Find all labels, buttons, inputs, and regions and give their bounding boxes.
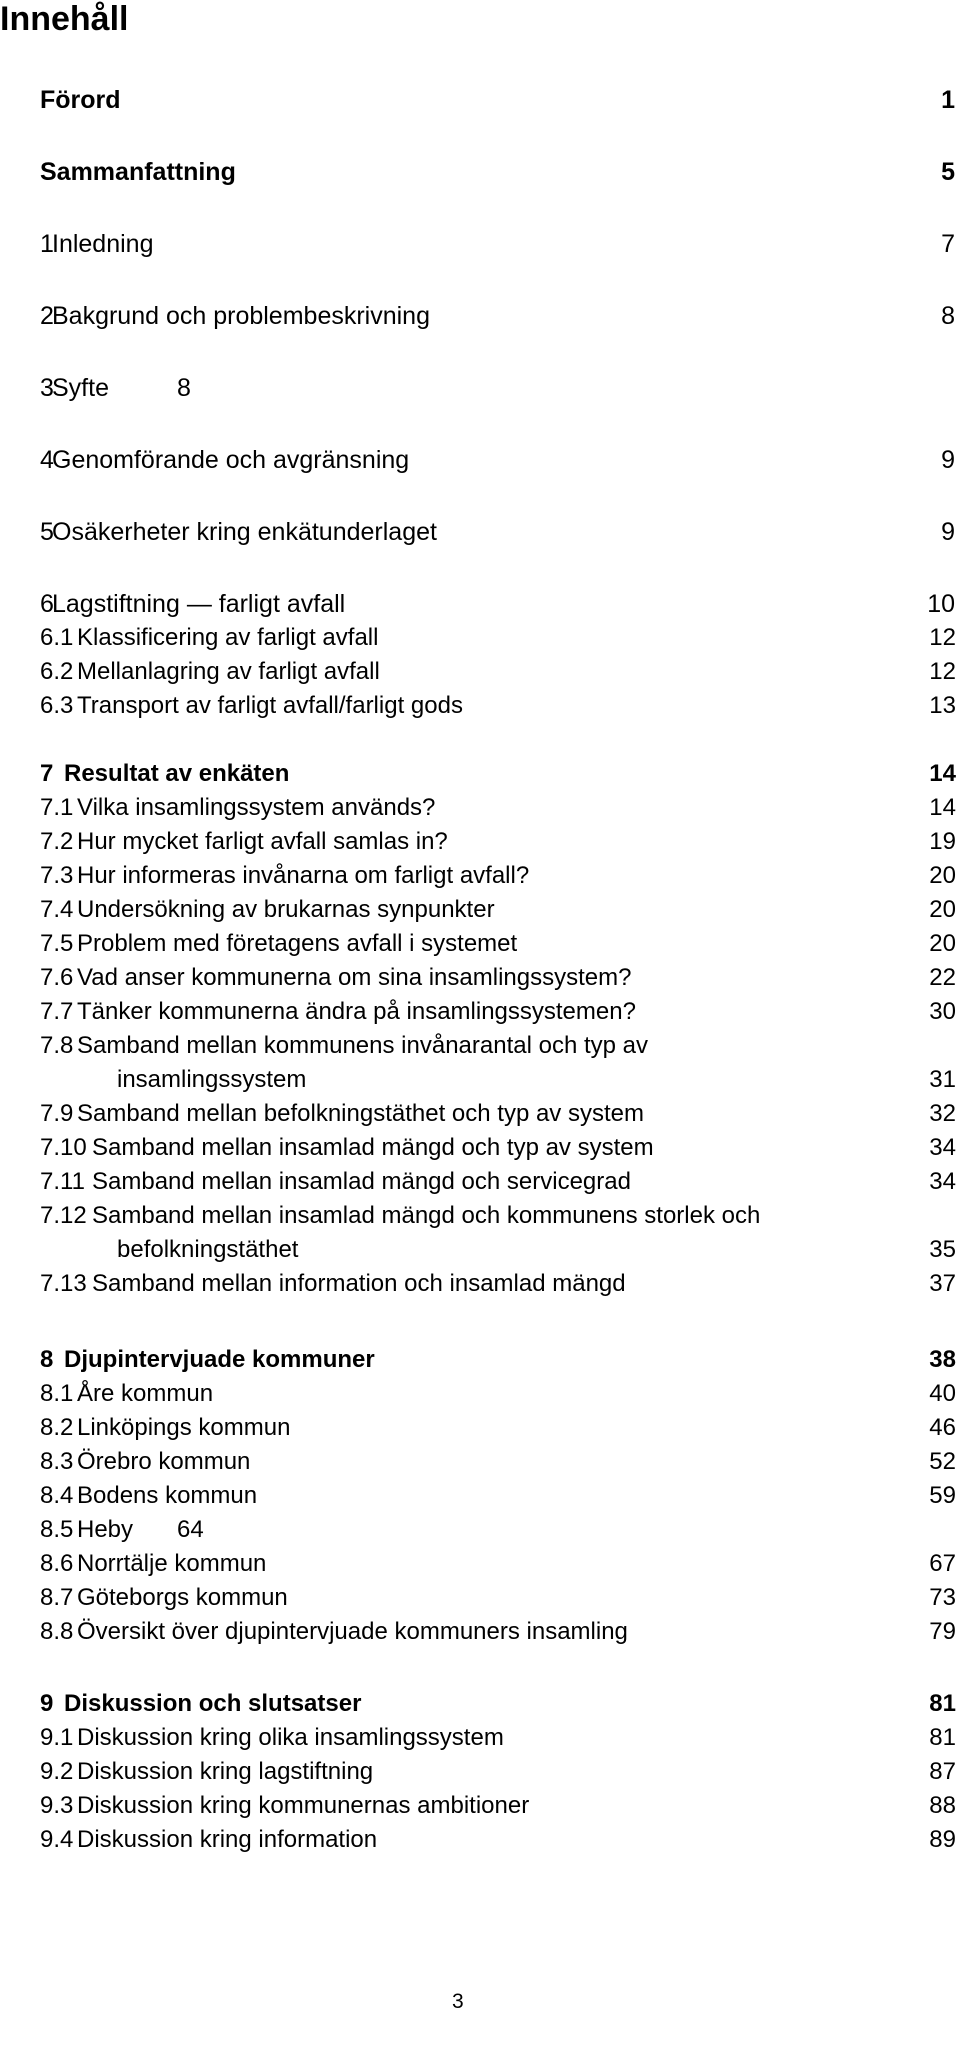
toc-entry-number: 7.3 (40, 862, 74, 889)
toc-entry-number: 7.2 (40, 828, 74, 855)
toc-entry-page: 81 (929, 1690, 956, 1717)
toc-entry-text: Heby (77, 1516, 134, 1543)
toc-entry-text: Bodens kommun (77, 1482, 258, 1509)
toc-entry-text-continued: insamlingssystem (117, 1066, 307, 1093)
toc-entry-page: 37 (929, 1270, 956, 1297)
toc-entry-page: 12 (929, 624, 956, 651)
toc-entry-page: 79 (929, 1618, 956, 1645)
toc-entry-page: 10 (927, 590, 955, 618)
toc-entry-text: Sammanfattning (40, 158, 236, 186)
toc-entry-number: 8.1 (40, 1380, 74, 1407)
toc-entry-page: 1 (941, 86, 955, 114)
toc-entry-page: 38 (929, 1346, 956, 1373)
toc-entry-page: 64 (177, 1516, 204, 1543)
toc-entry-text: Samband mellan insamlad mängd och servicegrad (92, 1168, 631, 1195)
toc-entry-page: 35 (929, 1236, 956, 1263)
toc-entry-number: 8.5 (40, 1516, 74, 1543)
toc-entry-page: 8 (177, 374, 191, 402)
toc-entry-page: 19 (929, 828, 956, 855)
toc-entry-number: 8.2 (40, 1414, 74, 1441)
toc-entry-text: Samband mellan insamlad mängd och kommunens storlek och (92, 1202, 761, 1229)
toc-title: Innehåll (0, 0, 129, 38)
toc-entry-text: Samband mellan befolkningstäthet och typ av system (77, 1100, 644, 1127)
toc-entry-text: Hur informeras invånarna om farligt avfall? (77, 862, 530, 889)
toc-entry-page: 9 (941, 446, 955, 474)
toc-entry-number: 7.5 (40, 930, 74, 957)
toc-entry-number: 9 (40, 1690, 54, 1717)
toc-entry-number: 2 (40, 302, 54, 330)
toc-entry-number: 7.13 (40, 1270, 87, 1297)
toc-entry-page: 30 (929, 998, 956, 1025)
toc-entry-number: 8 (40, 1346, 54, 1373)
toc-entry-number: 1 (40, 230, 54, 258)
toc-entry-number: 9.4 (40, 1826, 74, 1853)
toc-entry-text: Djupintervjuade kommuner (64, 1346, 375, 1373)
toc-entry-page: 13 (929, 692, 956, 719)
toc-entry-number: 7.12 (40, 1202, 87, 1229)
toc-entry-text: Diskussion kring information (77, 1826, 378, 1853)
toc-entry-number: 7.7 (40, 998, 74, 1025)
toc-entry-number: 7.6 (40, 964, 74, 991)
toc-entry-text: Förord (40, 86, 121, 114)
toc-entry-number: 9.1 (40, 1724, 74, 1751)
toc-entry-text: Åre kommun (77, 1380, 214, 1407)
toc-entry-page: 5 (941, 158, 955, 186)
toc-entry-text: Vad anser kommunerna om sina insamlingssystem? (77, 964, 632, 991)
toc-entry-number: 5 (40, 518, 54, 546)
toc-entry-page: 22 (929, 964, 956, 991)
toc-entry-page: 9 (941, 518, 955, 546)
toc-entry-page: 34 (929, 1168, 956, 1195)
toc-entry-text: Tänker kommunerna ändra på insamlingssystemen? (77, 998, 636, 1025)
toc-entry-number: 6.3 (40, 692, 74, 719)
toc-entry-page: 34 (929, 1134, 956, 1161)
toc-entry-page: 59 (929, 1482, 956, 1509)
toc-entry-page: 52 (929, 1448, 956, 1475)
toc-entry-number: 8.8 (40, 1618, 74, 1645)
toc-entry-number: 8.4 (40, 1482, 74, 1509)
page-number: 3 (452, 1990, 464, 2013)
toc-entry-text: Norrtälje kommun (77, 1550, 267, 1577)
toc-entry-number: 6.1 (40, 624, 74, 651)
toc-entry-text: Översikt över djupintervjuade kommuners insamling (77, 1618, 628, 1645)
toc-entry-page: 87 (929, 1758, 956, 1785)
toc-entry-text: Örebro kommun (77, 1448, 251, 1475)
toc-entry-number: 7.1 (40, 794, 74, 821)
toc-entry-number: 7.9 (40, 1100, 74, 1127)
toc-entry-page: 89 (929, 1826, 956, 1853)
toc-entry-text: Diskussion och slutsatser (64, 1690, 362, 1717)
toc-entry-text: Transport av farligt avfall/farligt gods (77, 692, 463, 719)
toc-entry-page: 81 (929, 1724, 956, 1751)
toc-entry-page: 20 (929, 896, 956, 923)
toc-entry-page: 46 (929, 1414, 956, 1441)
toc-entry-number: 8.6 (40, 1550, 74, 1577)
toc-entry-number: 7.11 (40, 1168, 85, 1195)
toc-entry-page: 20 (929, 930, 956, 957)
toc-entry-page: 14 (929, 794, 956, 821)
toc-entry-text: Linköpings kommun (77, 1414, 291, 1441)
toc-entry-text-continued: befolkningstäthet (117, 1236, 299, 1263)
toc-entry-text: Undersökning av brukarnas synpunkter (77, 896, 495, 923)
toc-entry-page: 14 (929, 760, 956, 787)
toc-entry-page: 8 (941, 302, 955, 330)
toc-entry-number: 9.3 (40, 1792, 74, 1819)
toc-entry-number: 4 (40, 446, 54, 474)
toc-entry-text: Vilka insamlingssystem används? (77, 794, 436, 821)
toc-entry-number: 8.7 (40, 1584, 74, 1611)
toc-entry-page: 12 (929, 658, 956, 685)
toc-entry-page: 7 (941, 230, 955, 258)
toc-entry-text: Syfte (52, 374, 109, 402)
toc-entry-text: Göteborgs kommun (77, 1584, 288, 1611)
toc-entry-text: Mellanlagring av farligt avfall (77, 658, 380, 685)
toc-entry-number: 7.8 (40, 1032, 74, 1059)
toc-entry-page: 32 (929, 1100, 956, 1127)
toc-entry-text: Samband mellan information och insamlad mängd (92, 1270, 626, 1297)
toc-entry-text: Bakgrund och problembeskrivning (52, 302, 430, 330)
toc-entry-text: Genomförande och avgränsning (52, 446, 410, 474)
toc-entry-text: Hur mycket farligt avfall samlas in? (77, 828, 448, 855)
toc-entry-text: Inledning (52, 230, 154, 258)
toc-entry-text: Diskussion kring lagstiftning (77, 1758, 374, 1785)
toc-entry-number: 8.3 (40, 1448, 74, 1475)
toc-entry-text: Osäkerheter kring enkätunderlaget (52, 518, 437, 546)
toc-entry-text: Problem med företagens avfall i systemet (77, 930, 518, 957)
toc-entry-page: 88 (929, 1792, 956, 1819)
toc-entry-page: 67 (929, 1550, 956, 1577)
toc-entry-page: 40 (929, 1380, 956, 1407)
toc-entry-page: 31 (929, 1066, 956, 1093)
toc-entry-number: 9.2 (40, 1758, 74, 1785)
toc-entry-text: Samband mellan kommunens invånarantal och typ av (77, 1032, 648, 1059)
toc-entry-text: Diskussion kring kommunernas ambitioner (77, 1792, 530, 1819)
toc-entry-number: 7.10 (40, 1134, 87, 1161)
toc-entry-number: 7.4 (40, 896, 74, 923)
toc-entry-text: Samband mellan insamlad mängd och typ av system (92, 1134, 654, 1161)
toc-entry-number: 6 (40, 590, 54, 618)
toc-entry-number: 3 (40, 374, 54, 402)
toc-entry-number: 7 (40, 760, 54, 787)
toc-entry-text: Klassificering av farligt avfall (77, 624, 379, 651)
toc-entry-number: 6.2 (40, 658, 74, 685)
toc-entry-page: 73 (929, 1584, 956, 1611)
toc-entry-text: Diskussion kring olika insamlingssystem (77, 1724, 504, 1751)
toc-entry-page: 20 (929, 862, 956, 889)
toc-entry-text: Lagstiftning — farligt avfall (52, 590, 346, 618)
toc-entry-text: Resultat av enkäten (64, 760, 290, 787)
